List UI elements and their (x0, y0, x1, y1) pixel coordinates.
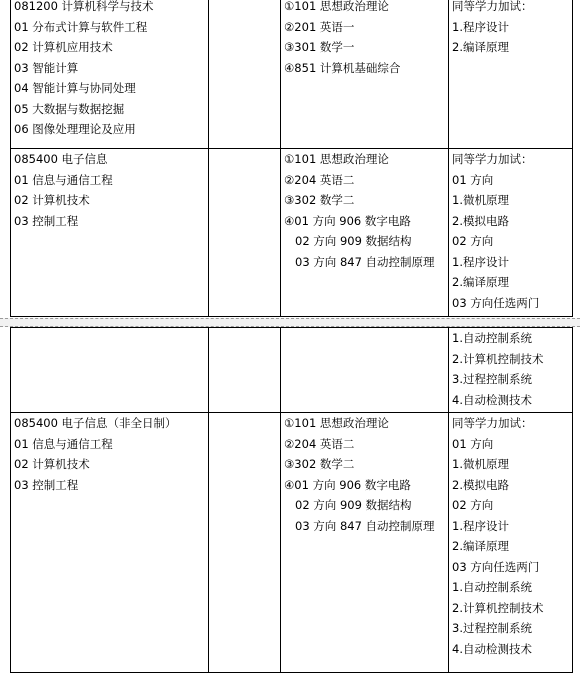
exam-subject-line: 02 方向 909 数据结构 (295, 234, 412, 248)
major-line: 02 计算机技术 (14, 457, 90, 471)
exam-subject-line: ④01 方向 906 数字电路 (284, 213, 411, 228)
empty-cell (209, 413, 281, 673)
extra-test-cell (449, 0, 573, 149)
extra-test-line: 同等学力加试： (452, 152, 533, 166)
extra-test-line: 2.计算机控制技术 (452, 600, 544, 615)
empty-cell (209, 0, 281, 149)
extra-test-line: 2.计算机控制技术 (452, 351, 544, 366)
program-table-1 (10, 0, 573, 317)
exam-subject-line: 03 方向 847 自动控制原理 (295, 254, 435, 269)
exam-subject-line: ④01 方向 906 数字电路 (284, 477, 411, 492)
exam-subject-line: ③302 数学二 (284, 193, 355, 207)
extra-test-line: 2.编译原理 (452, 40, 509, 54)
empty-cell (209, 149, 281, 317)
extra-test-line: 1.微机原理 (452, 193, 509, 207)
extra-test-line: 01 方向 (452, 436, 494, 451)
major-line: 02 计算机应用技术 (14, 40, 113, 54)
extra-test-line: 03 方向任选两门 (452, 559, 540, 574)
major-line: 06 图像处理理论及应用 (14, 122, 136, 136)
extra-test-line: 同等学力加试： (452, 416, 533, 430)
major-line: 01 分布式计算与软件工程 (14, 19, 148, 34)
exam-subjects-cell (281, 328, 449, 413)
major-line: 03 控制工程 (14, 477, 79, 492)
exam-subject-line: ②204 英语二 (284, 436, 355, 451)
exam-subject-line: ④851 计算机基础综合 (284, 60, 401, 75)
exam-subjects-cell (281, 0, 449, 149)
table-row (11, 413, 573, 673)
extra-test-line: 01 方向 (452, 172, 494, 187)
program-table-2 (10, 327, 573, 673)
major-line: 081200 计算机科学与技术 (14, 0, 154, 13)
major-line: 05 大数据与数据挖掘 (14, 101, 125, 116)
major-line: 01 信息与通信工程 (14, 436, 113, 451)
exam-subject-line: ③301 数学一 (284, 40, 355, 54)
exam-subject-line: ③302 数学二 (284, 457, 355, 471)
extra-test-cell (449, 328, 573, 413)
extra-test-line: 1.自动控制系统 (452, 331, 532, 345)
exam-subjects-cell (281, 149, 449, 317)
major-cell (11, 328, 209, 413)
exam-subject-line: 02 方向 909 数据结构 (295, 498, 412, 512)
extra-test-line: 2.模拟电路 (452, 213, 509, 228)
extra-test-line: 1.程序设计 (452, 254, 509, 269)
exam-subject-line: 03 方向 847 自动控制原理 (295, 518, 435, 533)
exam-subject-line: ①101 思想政治理论 (284, 416, 389, 430)
table-row (11, 0, 573, 149)
extra-test-cell (449, 149, 573, 317)
major-line: 04 智能计算与协同处理 (14, 81, 136, 95)
exam-subject-line: ②201 英语一 (284, 19, 355, 34)
extra-test-line: 2.编译原理 (452, 539, 509, 553)
major-cell (11, 149, 209, 317)
major-line: 02 计算机技术 (14, 193, 90, 207)
extra-test-line: 02 方向 (452, 234, 494, 248)
extra-test-line: 1.程序设计 (452, 518, 509, 533)
exam-subject-line: ①101 思想政治理论 (284, 0, 389, 13)
major-line: 01 信息与通信工程 (14, 172, 113, 187)
extra-test-line: 同等学力加试： (452, 0, 533, 13)
extra-test-cell (449, 413, 573, 673)
extra-test-line: 1.自动控制系统 (452, 580, 532, 594)
exam-subject-line: ①101 思想政治理论 (284, 152, 389, 166)
empty-cell (209, 328, 281, 413)
extra-test-line: 4.自动检测技术 (452, 641, 532, 656)
major-line: 03 控制工程 (14, 213, 79, 228)
extra-test-line: 1.微机原理 (452, 457, 509, 471)
exam-subject-line: ②204 英语二 (284, 172, 355, 187)
extra-test-line: 2.编译原理 (452, 275, 509, 289)
major-cell (11, 0, 209, 149)
table-row (11, 328, 573, 413)
exam-subjects-cell (281, 413, 449, 673)
extra-test-line: 03 方向任选两门 (452, 295, 540, 310)
extra-test-line: 3.过程控制系统 (452, 372, 532, 386)
major-line: 085400 电子信息（非全日制） (14, 416, 177, 430)
major-cell (11, 413, 209, 673)
extra-test-line: 3.过程控制系统 (452, 621, 532, 635)
extra-test-line: 1.程序设计 (452, 19, 509, 34)
major-line: 085400 电子信息 (14, 152, 108, 166)
extra-test-line: 4.自动检测技术 (452, 392, 532, 407)
table-row (11, 149, 573, 317)
extra-test-line: 02 方向 (452, 498, 494, 512)
extra-test-line: 2.模拟电路 (452, 477, 509, 492)
major-line: 03 智能计算 (14, 60, 79, 75)
page-break-line (0, 318, 580, 319)
